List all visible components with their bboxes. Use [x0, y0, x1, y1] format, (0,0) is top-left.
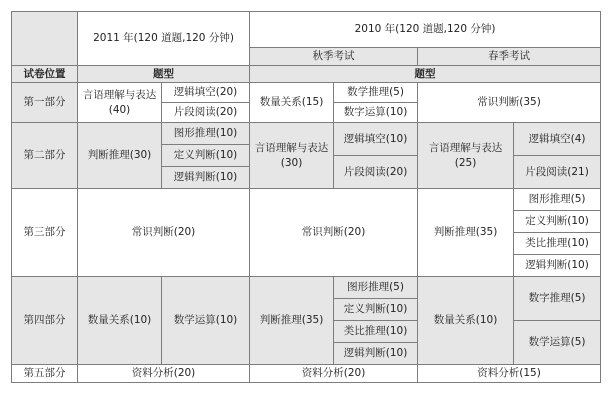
- part5-autumn: 资料分析(20): [250, 365, 418, 383]
- part2-spring-sub-1: 逻辑填空(4): [514, 123, 601, 156]
- part3-spring-sub-2: 定义判断(10): [514, 211, 601, 233]
- part4-autumn-sub-1: 图形推理(5): [334, 277, 418, 299]
- part2-spring-main: 言语理解与表达(25): [418, 123, 514, 189]
- part3-autumn-main: 常识判断(20): [250, 189, 418, 277]
- part2-autumn-sub-2: 片段阅读(20): [334, 156, 418, 189]
- exam-structure-table: [11, 11, 601, 383]
- part3-spring-sub-4: 逻辑判断(10): [514, 255, 601, 277]
- part3-spring-sub-3: 类比推理(10): [514, 233, 601, 255]
- header-2011: 2011 年(120 道题,120 分钟): [78, 12, 250, 66]
- part2-2011-sub-1: 图形推理(10): [162, 123, 250, 145]
- header-autumn: 秋季考试: [250, 48, 418, 66]
- part4-spring-sub-2: 数学运算(5): [514, 321, 601, 365]
- part4-autumn-sub-3: 类比推理(10): [334, 321, 418, 343]
- header-2010: 2010 年(120 道题,120 分钟): [250, 12, 601, 48]
- part5-2011: 资料分析(20): [78, 365, 250, 383]
- exam-structure-table-wrapper: [11, 11, 601, 383]
- row-label-part4: 第四部分: [12, 277, 78, 365]
- part4-autumn-main: 判断推理(35): [250, 277, 334, 365]
- part1-autumn-sub-1: 数学推理(5): [334, 83, 418, 103]
- part4-2011-a: 数量关系(10): [78, 277, 162, 365]
- part4-2011-b: 数学运算(10): [162, 277, 250, 365]
- part2-autumn-sub-1: 逻辑填空(10): [334, 123, 418, 156]
- part1-2011-main: 言语理解与表达(40): [78, 83, 162, 123]
- part4-autumn-sub-4: 逻辑判断(10): [334, 343, 418, 365]
- part2-2011-main: 判断推理(30): [78, 123, 162, 189]
- part4-spring-main: 数量关系(10): [418, 277, 514, 365]
- part1-spring-main: 常识判断(35): [418, 83, 601, 123]
- part1-2011-sub-2: 片段阅读(20): [162, 103, 250, 123]
- header-spring: 春季考试: [418, 48, 601, 66]
- part2-2011-sub-3: 逻辑判断(10): [162, 167, 250, 189]
- header-corner: [12, 12, 78, 66]
- header-type-2010: 题型: [250, 66, 601, 83]
- row-label-part1: 第一部分: [12, 83, 78, 123]
- part3-spring-main: 判断推理(35): [418, 189, 514, 277]
- header-position: 试卷位置: [12, 66, 78, 83]
- row-label-part2: 第二部分: [12, 123, 78, 189]
- part2-autumn-main: 言语理解与表达(30): [250, 123, 334, 189]
- part4-autumn-sub-2: 定义判断(10): [334, 299, 418, 321]
- part1-autumn-main: 数量关系(15): [250, 83, 334, 123]
- row-label-part3: 第三部分: [12, 189, 78, 277]
- part1-autumn-sub-2: 数字运算(10): [334, 103, 418, 123]
- part2-2011-sub-2: 定义判断(10): [162, 145, 250, 167]
- part3-spring-sub-1: 图形推理(5): [514, 189, 601, 211]
- row-label-part5: 第五部分: [12, 365, 78, 383]
- header-type-2011: 题型: [78, 66, 250, 83]
- part2-spring-sub-2: 片段阅读(21): [514, 156, 601, 189]
- part4-spring-sub-1: 数字推理(5): [514, 277, 601, 321]
- part3-2011-main: 常识判断(20): [78, 189, 250, 277]
- part5-spring: 资料分析(15): [418, 365, 601, 383]
- part1-2011-sub-1: 逻辑填空(20): [162, 83, 250, 103]
